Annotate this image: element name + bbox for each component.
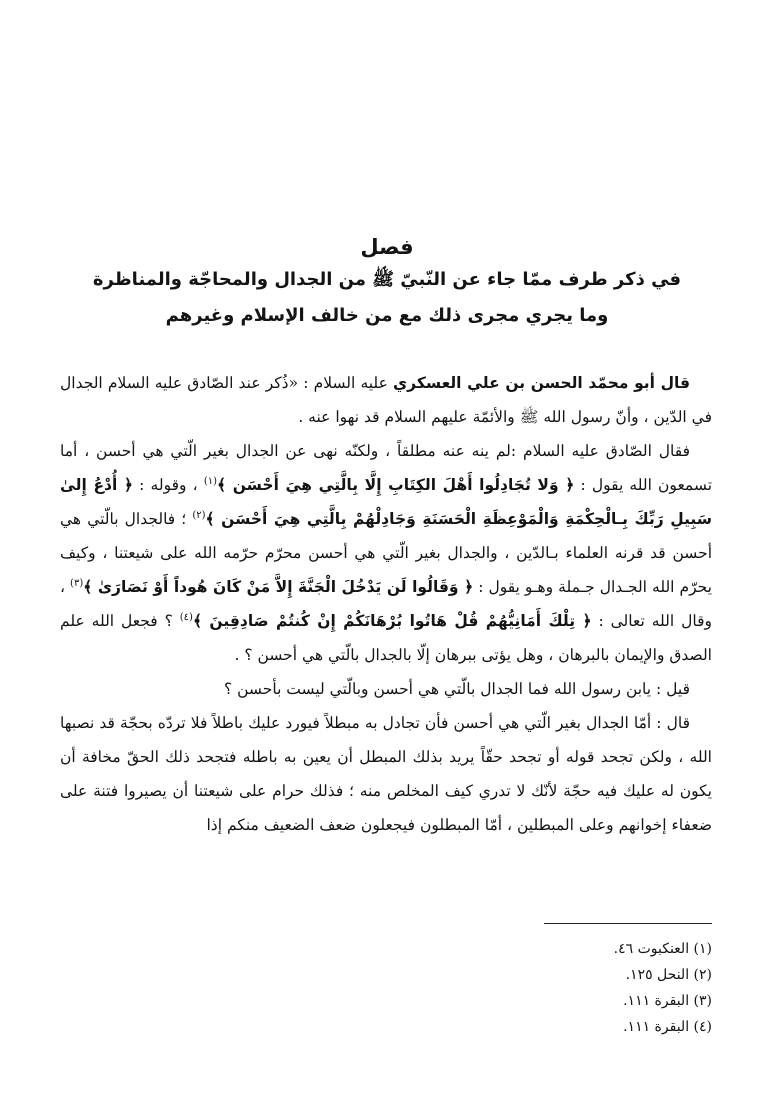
footnote-separator [544, 923, 712, 924]
footnote-ref-1: (١) [203, 475, 217, 487]
paragraph-2-part-2: ، وقوله : [133, 476, 204, 494]
chapter-heading [60, 232, 714, 334]
paragraph-2-part-5: ؟ فجعل الله علم الصدق والإيمان بالبرهان ، وهل يؤتى ببرهان إلّا بالجدال بالّتي هي أحسن ؟ . [60, 612, 712, 664]
section-title: فصل [360, 235, 414, 259]
footnote-4: (٤) البقرة ١١١. [623, 1019, 712, 1035]
section-subtitle-line-2: وما يجري مجرى ذلك مع من خالف الإسلام وغيرهم [165, 305, 609, 326]
quran-verse-4: ﴿ تِلْكَ أَمَانِيُّهُمْ قُلْ هَاتُوا بُرْهَانَكُمْ إِنْ كُنتُمْ صَادِقِينَ ﴾ [192, 612, 592, 630]
footnote-ref-3: (٣) [70, 577, 84, 589]
paragraph-2 [60, 434, 712, 672]
footnote-ref-4: (٤) [179, 611, 193, 623]
body-text [60, 366, 712, 842]
quran-verse-2: ﴿ أُدْعُ إِلىٰ سَبِيلِ رَبِّكَ بِـالْحِكْمَةِ وَالْمَوْعِظَةِ الْحَسَنَةِ وَجَادِلْهُمْ بِالَّتِي هِيَ أَحْسَن ﴾ [60, 476, 712, 528]
quran-verse-1: ﴿ وَلا تُجَادِلُوا أَهْلَ الكِتَابِ إِلَّا بِالَّتِي هِيَ أَحْسَن ﴾ [217, 476, 575, 494]
section-subtitle-line-1: في ذكر طرف ممّا جاء عن النّبيّ ﷺ من الجدال والمحاجّة والمناظرة [92, 269, 682, 290]
footnotes [412, 936, 712, 1040]
paragraph-2-part-1: فقال الصّادق عليه السلام :لم ينه عنه مطلقاً ، ولكنّه نهى عن الجدال بغير الّتي هي أحسن ، أما تسمعون الله يقول : [60, 442, 713, 494]
paragraph-2-part-4: ، وقال الله تعالى : [60, 578, 713, 630]
footnote-1: (١) العنكبوت ٤٦. [613, 941, 712, 957]
paragraph-3: قيل : يابن رسول الله فما الجدال بالّتي هي أحسن وبالّتي ليست بأحسن ؟ [223, 680, 690, 698]
footnote-ref-2: (٢) [192, 509, 206, 521]
paragraph-2-part-3: ؛ فالجدال بالّتي هي أحسن قد قرنه العلماء بـالدّين ، والجدال بغير الّتي هي أحسن محرّم حرّمه الله على شيعتنا ، وكيف يحرّم الله الجـدال جـملة وهـو يقول : [60, 510, 712, 596]
paragraph-1 [60, 366, 712, 434]
quran-verse-3: ﴿ وَقَالُوا لَن يَدْخُلَ الْجَنَّةَ إِلاَّ مَنْ كَانَ هُوداً أَوْ نَصَارَىٰ ﴾ [83, 578, 474, 596]
paragraph-4: قال : أمّا الجدال بغير الّتي هي أحسن فأن تجادل به مبطلاً فيورد عليك باطلاً فلا تردّه بحجّة قد نصبها الله ، ولكن تجحد قوله أو تجحد حقّاً يريد بذلك المبطل أن يعين به باطله فتجحد ذلك الحقّ مخافة أن يكون له عليك فيه حجّة لأنّك لا تدري كيف المخلص منه ؛ فذلك حرام على شيعتنا أن يصيروا فتنة على ضعفاء إخوانهم وعلى المبطلين ، أمّا المبطلون فيجعلون ضعف الضعيف منكم إذا [60, 714, 712, 834]
footnote-3: (٣) البقرة ١١١. [623, 993, 712, 1009]
paragraph-1-text: عليه السلام : «ذُكر عند الصّادق عليه السلام الجدال في الدّين ، وأنّ رسول الله ﷺ والأئمّة عليهم السلام قد نهوا عنه . [60, 374, 712, 426]
narrator-name: قال أبو محمّد الحسن بن علي العسكري [392, 374, 690, 392]
footnote-2: (٢) النحل ١٢٥. [625, 967, 712, 983]
